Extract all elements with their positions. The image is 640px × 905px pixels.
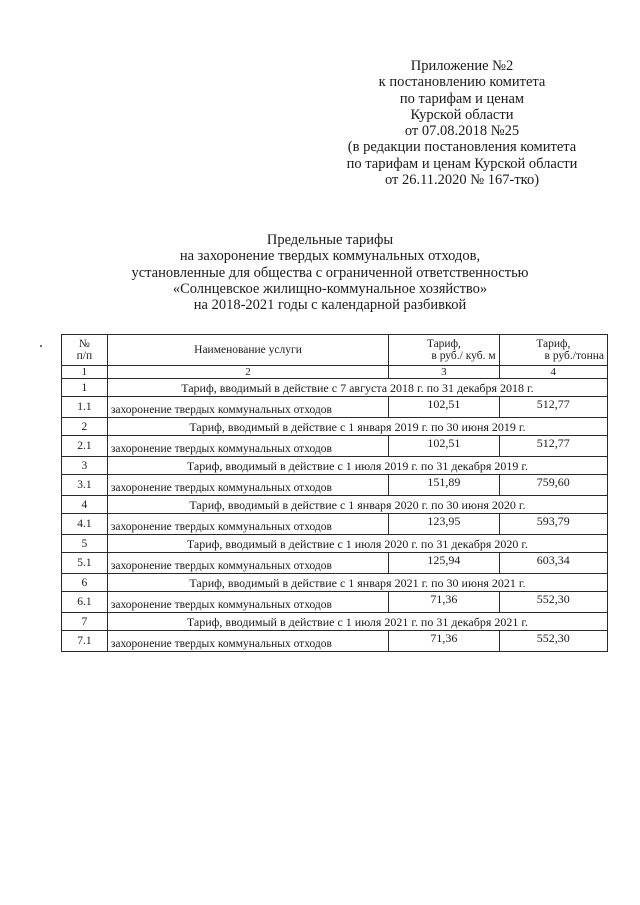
tariff-m3-value: 102,51 (389, 436, 499, 457)
row-num: 2.1 (62, 436, 108, 457)
header-num: № п/п (62, 335, 108, 366)
table-row (62, 631, 608, 652)
service-name: захоронение твердых коммунальных отходов (107, 475, 388, 496)
service-name: захоронение твердых коммунальных отходов (107, 553, 388, 574)
index-cell: 4 (499, 366, 607, 379)
period-num: 2 (62, 418, 108, 436)
scan-speck (40, 345, 42, 347)
appendix-line: от 26.11.2020 № 167-тко) (384, 172, 540, 189)
title-line: на захоронение твердых коммунальных отходов, (179, 248, 481, 265)
row-num: 6.1 (62, 592, 108, 613)
period-row (62, 379, 608, 397)
row-num: 5.1 (62, 553, 108, 574)
table-header-row (62, 335, 608, 366)
row-num: 4.1 (62, 514, 108, 535)
appendix-line: от 07.08.2018 №25 (404, 123, 520, 140)
service-name: захоронение твердых коммунальных отходов (107, 514, 388, 535)
header-service-name: Наименование услуги (107, 335, 388, 366)
service-name: захоронение твердых коммунальных отходов (107, 436, 388, 457)
tariff-m3-value: 102,51 (389, 397, 499, 418)
period-num: 7 (62, 613, 108, 631)
tariff-m3-value: 151,89 (389, 475, 499, 496)
table-row (62, 436, 608, 457)
period-row (62, 418, 608, 436)
period-num: 3 (62, 457, 108, 475)
table-row (62, 592, 608, 613)
appendix-line: по тарифам и ценам (399, 90, 525, 107)
row-num: 1.1 (62, 397, 108, 418)
appendix-line: (в редакции постановления комитета (347, 139, 577, 156)
service-name: захоронение твердых коммунальных отходов (107, 592, 388, 613)
tariff-ton-value: 512,77 (499, 397, 607, 418)
period-row (62, 574, 608, 592)
appendix-block (332, 58, 592, 188)
title-line: «Солнцевское жилищно-коммунальное хозяйство» (172, 280, 488, 297)
period-num: 1 (62, 379, 108, 397)
index-cell: 2 (107, 366, 388, 379)
tariff-m3-value: 71,36 (389, 631, 499, 652)
row-num: 7.1 (62, 631, 108, 652)
header-tariff-m3: Тариф, в руб./ куб. м (389, 335, 499, 366)
period-num: 5 (62, 535, 108, 553)
appendix-line: по тарифам и ценам Курской области (346, 155, 578, 172)
period-text: Тариф, вводимый в действие с 1 июля 2021 г. по 31 декабря 2021 г. (107, 613, 607, 631)
title-line: установленные для общества с ограниченной ответственностью (131, 264, 529, 281)
period-row (62, 535, 608, 553)
tariff-ton-value: 603,34 (499, 553, 607, 574)
table-row (62, 514, 608, 535)
table-row (62, 397, 608, 418)
header-tariff-ton: Тариф, в руб./тонна (499, 335, 607, 366)
table-row (62, 475, 608, 496)
period-row (62, 613, 608, 631)
period-num: 4 (62, 496, 108, 514)
period-text: Тариф, вводимый в действие с 1 июля 2020 г. по 31 декабря 2020 г. (107, 535, 607, 553)
appendix-line: к постановлению комитета (378, 74, 546, 91)
index-cell: 1 (62, 366, 108, 379)
tariff-m3-value: 71,36 (389, 592, 499, 613)
period-row (62, 457, 608, 475)
tariff-ton-value: 593,79 (499, 514, 607, 535)
row-num: 3.1 (62, 475, 108, 496)
index-cell: 3 (389, 366, 499, 379)
period-text: Тариф, вводимый в действие с 1 июля 2019 г. по 31 декабря 2019 г. (107, 457, 607, 475)
appendix-line: Приложение №2 (410, 58, 514, 74)
tariff-ton-value: 552,30 (499, 631, 607, 652)
tariff-table (61, 334, 608, 652)
period-text: Тариф, вводимый в действие с 1 января 2020 г. по 30 июня 2020 г. (107, 496, 607, 514)
table-index-row (62, 366, 608, 379)
document-title (80, 232, 580, 313)
tariff-m3-value: 123,95 (389, 514, 499, 535)
tariff-ton-value: 512,77 (499, 436, 607, 457)
table-row (62, 553, 608, 574)
service-name: захоронение твердых коммунальных отходов (107, 397, 388, 418)
tariff-ton-value: 552,30 (499, 592, 607, 613)
period-row (62, 496, 608, 514)
appendix-line: Курской области (410, 106, 514, 123)
service-name: захоронение твердых коммунальных отходов (107, 631, 388, 652)
period-text: Тариф, вводимый в действие с 7 августа 2018 г. по 31 декабря 2018 г. (107, 379, 607, 397)
tariff-m3-value: 125,94 (389, 553, 499, 574)
period-text: Тариф, вводимый в действие с 1 января 2021 г. по 30 июня 2021 г. (107, 574, 607, 592)
title-line: на 2018-2021 годы с календарной разбивкой (193, 297, 467, 314)
period-text: Тариф, вводимый в действие с 1 января 2019 г. по 30 июня 2019 г. (107, 418, 607, 436)
period-num: 6 (62, 574, 108, 592)
title-line: Предельные тарифы (266, 232, 394, 248)
tariff-ton-value: 759,60 (499, 475, 607, 496)
